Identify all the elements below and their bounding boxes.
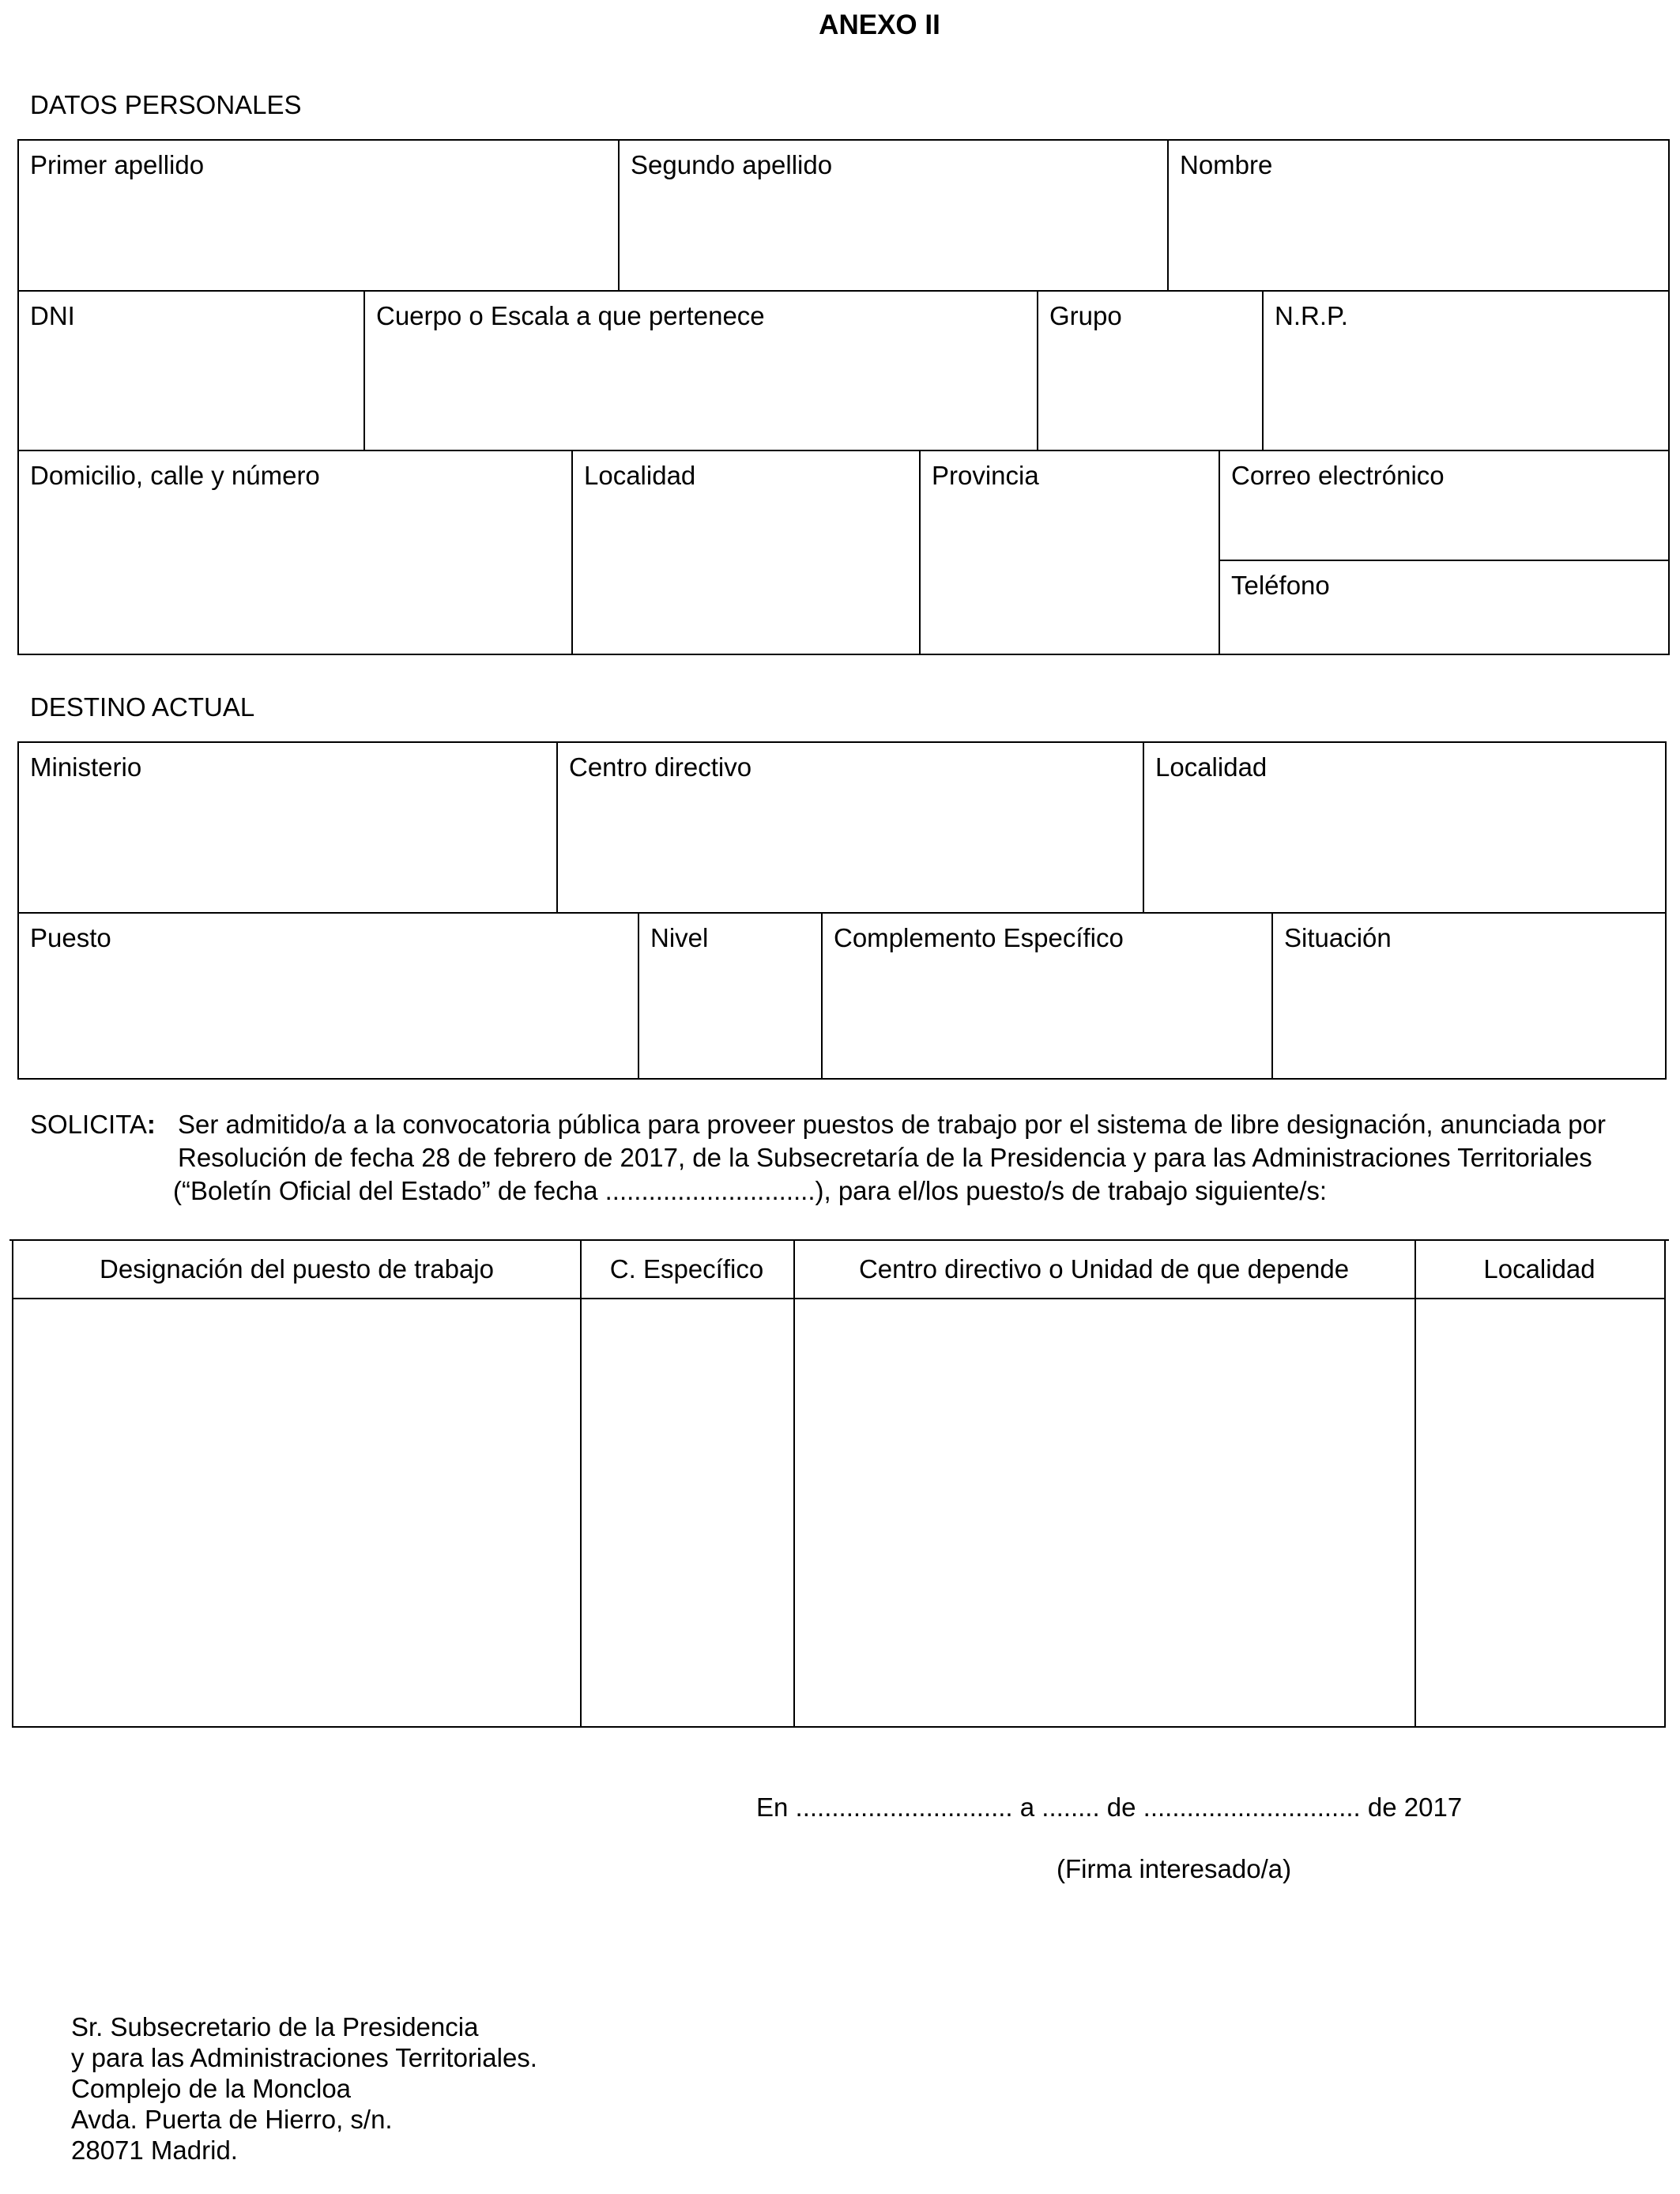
field-nombre[interactable] xyxy=(1167,139,1670,292)
fecha-line: En .............................. a ........ de .............................. de 2017 xyxy=(756,1793,1463,1822)
field-nivel[interactable] xyxy=(638,912,823,1080)
field-label: Situación xyxy=(1284,923,1392,952)
field-label: Localidad xyxy=(1155,752,1268,782)
field-complemento-especifico[interactable] xyxy=(821,912,1273,1080)
field-label: Teléfono xyxy=(1231,571,1330,600)
field-label: Ministerio xyxy=(30,752,142,782)
solicita-colon: : xyxy=(146,1110,156,1139)
field-label: Primer apellido xyxy=(30,150,205,179)
destino-actual-heading: DESTINO ACTUAL xyxy=(30,692,255,722)
field-segundo-apellido[interactable] xyxy=(618,139,1169,292)
field-domicilio[interactable] xyxy=(17,450,573,655)
solicita-line: Resolución de fecha 28 de febrero de 2017, de la Subsecretaría de la Presidencia y para las Administraciones Territoriales xyxy=(178,1143,1592,1172)
address-line: Complejo de la Moncloa xyxy=(71,2074,352,2103)
field-situacion[interactable] xyxy=(1271,912,1667,1080)
field-grupo[interactable] xyxy=(1037,290,1264,451)
field-puesto[interactable] xyxy=(17,912,639,1080)
field-label: Provincia xyxy=(932,461,1039,490)
solicita-heading xyxy=(30,1108,156,1141)
field-label: Correo electrónico xyxy=(1231,461,1445,490)
field-ministerio[interactable] xyxy=(17,741,558,914)
field-primer-apellido[interactable] xyxy=(17,139,620,292)
field-label: Localidad xyxy=(584,461,696,490)
solicita-word: SOLICITA xyxy=(30,1110,147,1139)
field-label: Complemento Específico xyxy=(834,923,1124,952)
field-provincia[interactable] xyxy=(919,450,1220,655)
field-label: Cuerpo o Escala a que pertenece xyxy=(376,301,765,330)
field-localidad[interactable] xyxy=(571,450,921,655)
solicita-line: (“Boletín Oficial del Estado” de fecha .............................), para el/los puesto/s de trabajo siguiente/s: xyxy=(173,1176,1328,1205)
puestos-table xyxy=(12,1239,1666,1728)
column-header-designacion: Designación del puesto de trabajo xyxy=(99,1254,494,1284)
address-line: Sr. Subsecretario de la Presidencia xyxy=(71,2012,479,2041)
field-label: Centro directivo xyxy=(569,752,752,782)
field-localidad-destino[interactable] xyxy=(1143,741,1667,914)
address-line: Avda. Puerta de Hierro, s/n. xyxy=(71,2105,393,2134)
column-header-localidad: Localidad xyxy=(1483,1254,1595,1284)
field-label: Puesto xyxy=(30,923,111,952)
address-line: 28071 Madrid. xyxy=(71,2136,238,2165)
firma-label: (Firma interesado/a) xyxy=(1057,1854,1292,1883)
cell-centro-directivo-input[interactable] xyxy=(795,1299,1414,1726)
solicita-line: Ser admitido/a a la convocatoria pública para proveer puestos de trabajo por el sistema de libre designación, anunciada por xyxy=(178,1110,1606,1139)
field-telefono[interactable] xyxy=(1219,560,1670,655)
field-label: DNI xyxy=(30,301,75,330)
field-correo-electronico[interactable] xyxy=(1219,450,1670,561)
field-nrp[interactable] xyxy=(1262,290,1670,451)
field-label: Domicilio, calle y número xyxy=(30,461,320,490)
cell-c-especifico-input[interactable] xyxy=(582,1299,793,1726)
field-centro-directivo[interactable] xyxy=(556,741,1144,914)
document-title: ANEXO II xyxy=(819,9,940,40)
field-label: Grupo xyxy=(1049,301,1122,330)
datos-personales-heading: DATOS PERSONALES xyxy=(30,90,302,119)
column-header-centro-directivo: Centro directivo o Unidad de que depende xyxy=(858,1254,1350,1284)
field-label: N.R.P. xyxy=(1275,301,1348,330)
field-cuerpo-escala[interactable] xyxy=(363,290,1038,451)
column-header-c-especifico: C. Específico xyxy=(609,1254,764,1284)
field-dni[interactable] xyxy=(17,290,365,451)
solicita-text xyxy=(173,1108,1680,1208)
address-line: y para las Administraciones Territoriales. xyxy=(71,2043,537,2072)
field-label: Segundo apellido xyxy=(631,150,833,179)
cell-designacion-input[interactable] xyxy=(13,1299,580,1726)
address-block xyxy=(71,2011,537,2166)
field-label: Nombre xyxy=(1180,150,1273,179)
field-label: Nivel xyxy=(650,923,709,952)
cell-localidad-input[interactable] xyxy=(1416,1299,1664,1726)
